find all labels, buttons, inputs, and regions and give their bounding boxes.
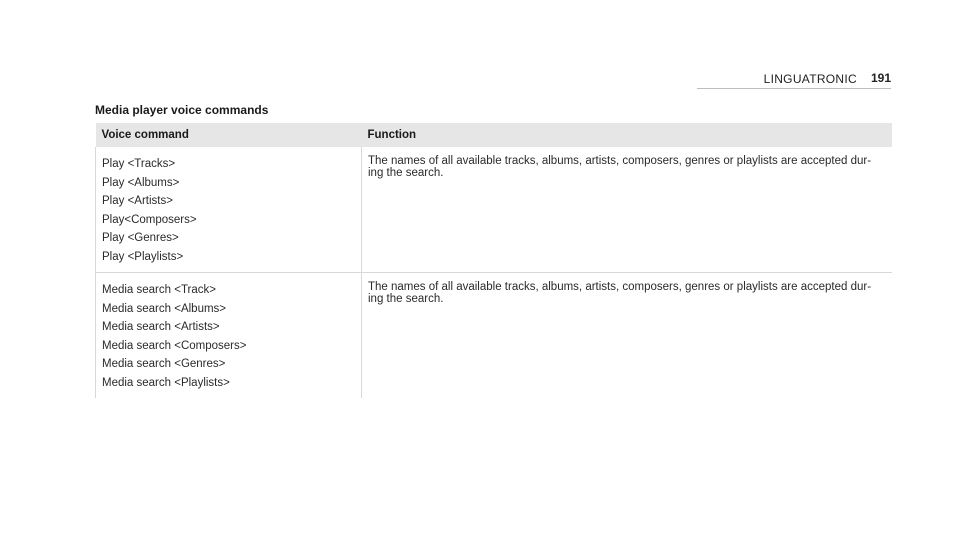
voice-command-cell: [96, 147, 362, 273]
voice-commands-table: [95, 123, 892, 398]
column-header-function: Function: [362, 123, 892, 147]
voice-command-cell: [96, 273, 362, 399]
function-text: ing the search.: [368, 293, 444, 305]
function-cell: [362, 273, 892, 399]
voice-command: Media search <Track>: [102, 284, 216, 296]
table-row: [96, 273, 892, 399]
voice-command: Media search <Composers>: [102, 339, 247, 352]
voice-command: Media search <Albums>: [102, 302, 227, 315]
voice-command: Play<Composers>: [102, 213, 197, 226]
voice-command: Play <Tracks>: [102, 158, 176, 170]
table-header-row: [96, 123, 892, 147]
header-rule: [697, 88, 891, 89]
voice-command: Media search <Artists>: [102, 321, 220, 333]
section-title: Media player voice commands: [95, 103, 269, 117]
voice-command: Media search <Playlists>: [102, 376, 230, 389]
voice-command: Play <Genres>: [102, 232, 179, 244]
voice-command: Play <Artists>: [102, 195, 173, 207]
function-text: The names of all available tracks, albums, artists, composers, genres or playlists are accepted dur-: [368, 155, 872, 167]
function-text: The names of all available tracks, albums, artists, composers, genres or playlists are accepted dur-: [368, 281, 872, 293]
page-number: 191: [870, 71, 891, 85]
voice-command: Play <Playlists>: [102, 250, 184, 263]
table-row: [96, 147, 892, 273]
voice-command: Play <Albums>: [102, 176, 180, 189]
function-cell: [362, 147, 892, 273]
page-header: [0, 0, 960, 100]
voice-command: Media search <Genres>: [102, 358, 226, 370]
chapter-title: LINGUATRONIC: [763, 72, 857, 86]
function-text: ing the search.: [368, 167, 444, 179]
column-header-voice-command: Voice command: [96, 123, 362, 147]
